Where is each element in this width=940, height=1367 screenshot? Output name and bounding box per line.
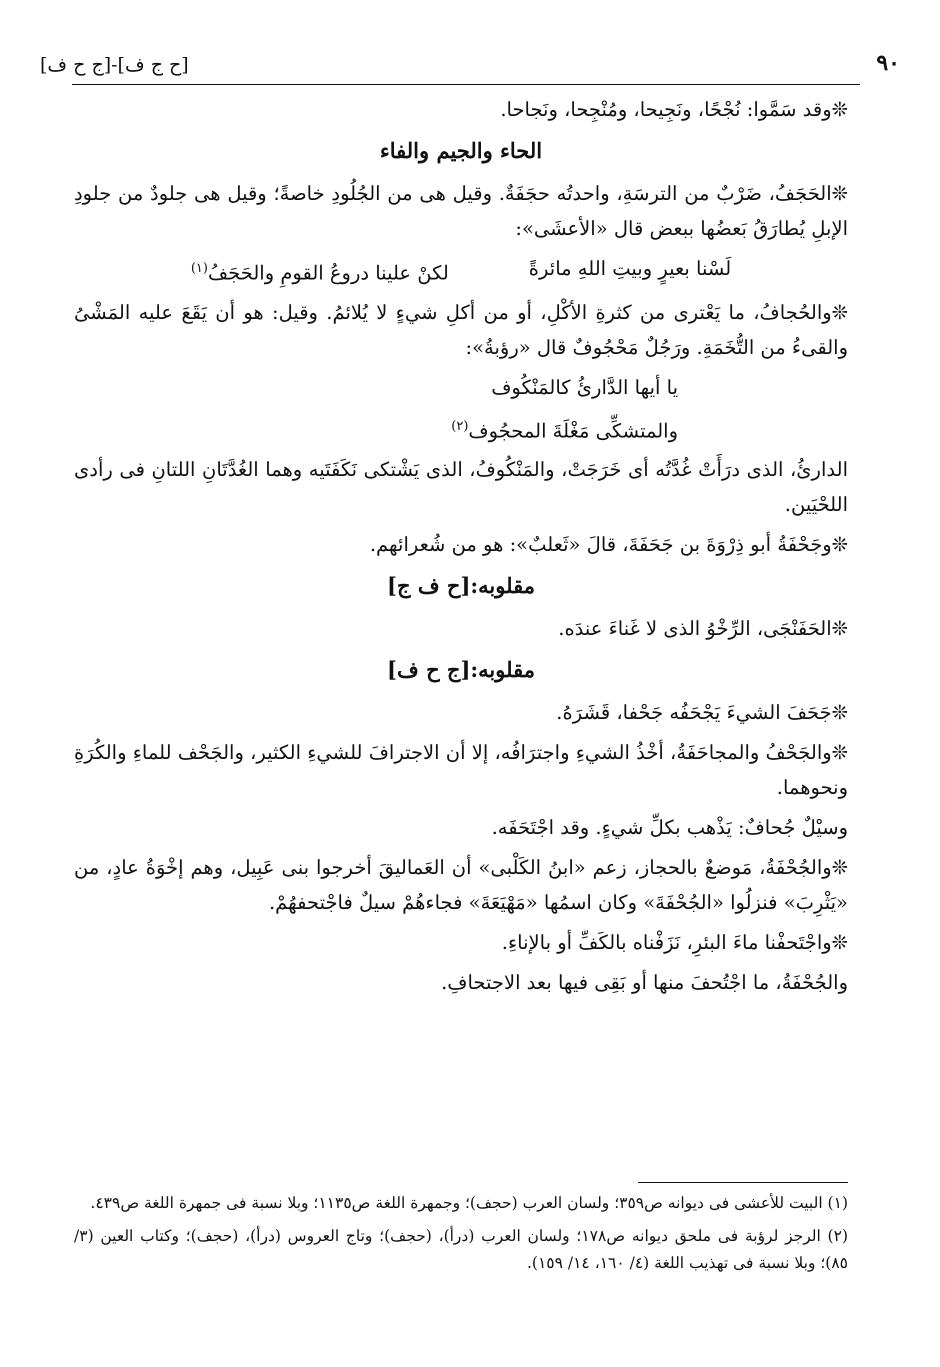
footnote-rule (638, 1182, 848, 1183)
verse-first-hemistich: لَسْنا بعيرٍ وبيتِ اللهِ مائرةً (528, 257, 732, 280)
paragraph: ❊والجَحْفُ والمجاحَفَةُ، أخْذُ الشيءِ واجترَافُه، إلا أن الاجترافَ للشيءِ الكثير، والجَحْف للماءِ والكُرَةِ ونحوهما. (74, 741, 848, 799)
paragraph: والجُحْفَةُ، ما اجْتُحفَ منها أو بَقِى فيها بعد الاجتحافِ. (441, 971, 848, 994)
footnote: (١) البيت للأعشى فى ديوانه ص٣٥٩؛ ولسان العرب (حجف)؛ وجمهرة اللغة ص١١٣٥؛ وبلا نسبة فى جمهرة اللغة ص٤٣٩. (90, 1194, 848, 1212)
rajaz-line: والمتشكِّى مَغْلَةَ المحجُوف$^{(٢)}$ (451, 418, 678, 442)
page-header (40, 36, 900, 76)
footnote: (٢) الرجز لرؤبة فى ملحق ديوانه ص١٧٨؛ ولسان العرب (درأ)، (حجف)؛ وتاج العروس (درأ)، (حجف)؛ وكتاب العين (٣/ ٨٥)؛ وبلا نسبة فى تهذيب اللغة (٤/ ١٦٠، ١٤/ ١٥٩). (74, 1227, 848, 1272)
verse-line (74, 251, 848, 291)
main-text (74, 92, 848, 1005)
paragraph: ❊وقد سَمَّوا: نُجْحًا، ونَجِيحا، ومُنْجِحا، ونَجاحا. (500, 98, 848, 121)
footnotes (74, 1190, 848, 1283)
header-rule (72, 84, 860, 85)
paragraph: وسيْلٌ جُحافٌ: يَذْهب بكلِّ شيءٍ. وقد اجْتَحَفَه. (491, 816, 848, 839)
page-number: ٩٠ (876, 50, 900, 76)
verse-second-hemistich: لكنْ علينا دروعُ القومِ والحَجَفُ$^{(١)}$ (190, 261, 449, 285)
section-heading: مقلوبه:[ح ف ج] (387, 573, 535, 598)
rajaz-line: يا أيها الدَّارئُ كالمَنْكُوف (491, 375, 678, 399)
paragraph: ❊الحَجَفُ، ضَرْبٌ من الترسَةِ، واحدتُه حجَفَةٌ. وقيل هى من الجُلُودِ خاصةً؛ وقيل هى جلودٌ من جلودِ الإبلِ يُطارَقُ بَعضُها ببعض قال «الأعشَى»: (74, 182, 848, 240)
paragraph: ❊الحَفَنْجَى، الرِّخْوُ الذى لا غَناءَ عندَه. (558, 617, 848, 640)
section-heading: مقلوبه:[ج ح ف] (387, 657, 535, 682)
footnote-ref: (١) (190, 261, 208, 276)
paragraph: ❊وجَحْفَةُ أبو ذِرْوَةَ بن جَحَفَةَ، قالَ «ثَعلبٌ»: هو من شُعرائهم. (369, 533, 848, 556)
section-heading: الحاء والجيم والفاء (379, 138, 543, 163)
paragraph: الدارئُ، الذى درَأَتْ غُدَّتُه أى خَرَجَتْ، والمَنْكُوفُ، الذى يَشْتكى نَكَفَتَيه وهما الغُدَّتَانِ اللتانِ فى رأدى اللحْيَين. (74, 458, 848, 516)
paragraph: ❊واجْتَحفْنا ماءَ البئرِ، نَزَفْناه بالكَفِّ أو بالإناءِ. (501, 931, 848, 954)
paragraph: ❊والجُحْفَةُ، مَوضعٌ بالحجاز، زعم «ابنُ الكَلْبى» أن العَماليقَ أخرجوا بنى عَبِيل، وهم إخْوَةُ عادٍ، من «يَثْرِبَ» فنزلُوا «الجُحْفَةَ» وكان اسمُها «مَهْيَعَةَ» فجاءهُمْ سيلٌ فاجْتحفهُمْ. (74, 856, 848, 914)
paragraph: ❊والحُجافُ، ما يَعْترى من كثرةِ الأكْلِ، أو من أكلِ شيءٍ لا يُلائمُ. وقيل: هو أن يَقَعَ عليه المَشْىُ والقىءُ من التُّخَمَةِ. ورَجُلٌ مَحْجُوفٌ قال «رؤبةُ»: (74, 300, 848, 359)
footnote-ref: (٢) (451, 418, 469, 434)
paragraph: ❊جَحَفَ الشيءَ يَجْحَفُه جَحْفا، قَشَرَهُ. (556, 701, 848, 724)
running-title: [ح ج ف]-[ج ح ف] (40, 54, 189, 76)
